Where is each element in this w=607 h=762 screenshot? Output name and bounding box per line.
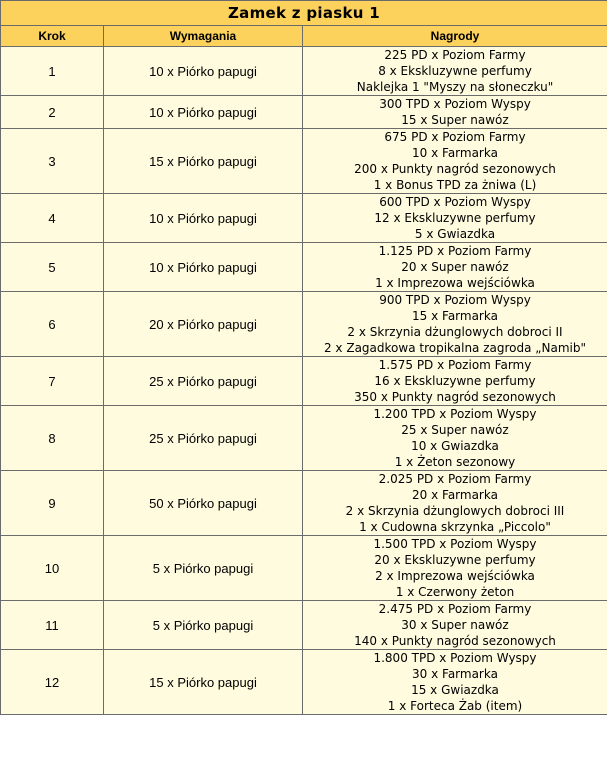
step-cell: 4: [1, 194, 104, 243]
requirement-cell: 5 x Piórko papugi: [104, 601, 303, 650]
reward-line: 2 x Imprezowa wejściówka: [375, 569, 535, 583]
reward-line: 20 x Ekskluzywne perfumy: [374, 553, 536, 567]
table-title: Zamek z piasku 1: [1, 1, 607, 26]
reward-line: 1 x Czerwony żeton: [395, 585, 515, 599]
rewards-cell: [303, 243, 607, 292]
step-cell: 7: [1, 357, 104, 406]
rewards-cell: [303, 650, 607, 715]
requirement-cell: 5 x Piórko papugi: [104, 536, 303, 601]
reward-line: 600 TPD x Poziom Wyspy: [379, 195, 531, 209]
table-row: [1, 471, 607, 536]
reward-line: 1 x Cudowna skrzynka „Piccolo": [359, 520, 551, 534]
table-row: [1, 96, 607, 129]
reward-line: 30 x Farmarka: [412, 667, 498, 681]
reward-line: 10 x Gwiazdka: [411, 439, 499, 453]
step-cell: 11: [1, 601, 104, 650]
reward-line: 30 x Super nawóz: [401, 618, 509, 632]
table-row: [1, 47, 607, 96]
reward-line: 2 x Zagadkowa tropikalna zagroda „Namib": [323, 341, 586, 355]
rewards-cell: [303, 357, 607, 406]
requirement-cell: 25 x Piórko papugi: [104, 357, 303, 406]
reward-line: Naklejka 1 "Myszy na słoneczku": [356, 80, 554, 94]
requirement-cell: 50 x Piórko papugi: [104, 471, 303, 536]
reward-line: 1.800 TPD x Poziom Wyspy: [373, 651, 537, 665]
reward-line: 350 x Punkty nagród sezonowych: [354, 390, 556, 404]
reward-line: 5 x Gwiazdka: [414, 227, 496, 241]
reward-line: 20 x Farmarka: [412, 488, 498, 502]
requirement-cell: 10 x Piórko papugi: [104, 194, 303, 243]
reward-line: 25 x Super nawóz: [401, 423, 509, 437]
table-row: [1, 292, 607, 357]
rewards-cell: [303, 96, 607, 129]
reward-line: 675 PD x Poziom Farmy: [384, 130, 526, 144]
header-row: [1, 26, 607, 47]
requirement-cell: 15 x Piórko papugi: [104, 650, 303, 715]
table-row: [1, 406, 607, 471]
reward-line: 2 x Skrzynia dżunglowych dobroci II: [347, 325, 563, 339]
table-body: [1, 47, 607, 715]
rewards-cell: [303, 406, 607, 471]
table-row: [1, 243, 607, 292]
rewards-cell: [303, 601, 607, 650]
rewards-cell: [303, 47, 607, 96]
step-cell: 2: [1, 96, 104, 129]
reward-line: 20 x Super nawóz: [401, 260, 509, 274]
step-cell: 1: [1, 47, 104, 96]
column-header-rewards: Nagrody: [303, 26, 607, 47]
reward-line: 16 x Ekskluzywne perfumy: [374, 374, 536, 388]
column-header-step: Krok: [1, 26, 104, 47]
step-cell: 10: [1, 536, 104, 601]
column-header-requirements: Wymagania: [104, 26, 303, 47]
reward-line: 1.500 TPD x Poziom Wyspy: [373, 537, 537, 551]
requirement-cell: 10 x Piórko papugi: [104, 96, 303, 129]
step-cell: 9: [1, 471, 104, 536]
table-row: [1, 357, 607, 406]
step-cell: 12: [1, 650, 104, 715]
reward-line: 140 x Punkty nagród sezonowych: [354, 634, 556, 648]
reward-line: 2 x Skrzynia dżunglowych dobroci III: [345, 504, 565, 518]
requirement-cell: 10 x Piórko papugi: [104, 47, 303, 96]
reward-line: 1.125 PD x Poziom Farmy: [378, 244, 532, 258]
reward-line: 900 TPD x Poziom Wyspy: [379, 293, 531, 307]
reward-line: 1.200 TPD x Poziom Wyspy: [373, 407, 537, 421]
reward-line: 300 TPD x Poziom Wyspy: [379, 97, 531, 111]
step-cell: 5: [1, 243, 104, 292]
table-row: [1, 536, 607, 601]
reward-line: 8 x Ekskluzywne perfumy: [378, 64, 532, 78]
title-row: [1, 1, 607, 26]
reward-line: 12 x Ekskluzywne perfumy: [374, 211, 536, 225]
table-row: [1, 650, 607, 715]
reward-line: 2.475 PD x Poziom Farmy: [378, 602, 532, 616]
rewards-cell: [303, 536, 607, 601]
rewards-cell: [303, 194, 607, 243]
step-cell: 8: [1, 406, 104, 471]
reward-line: 1 x Bonus TPD za żniwa (L): [373, 178, 537, 192]
reward-line: 2.025 PD x Poziom Farmy: [378, 472, 532, 486]
reward-line: 15 x Super nawóz: [401, 113, 509, 127]
table-row: [1, 194, 607, 243]
reward-line: 200 x Punkty nagród sezonowych: [354, 162, 556, 176]
table-row: [1, 601, 607, 650]
requirement-cell: 20 x Piórko papugi: [104, 292, 303, 357]
reward-line: 1 x Imprezowa wejściówka: [375, 276, 535, 290]
step-cell: 6: [1, 292, 104, 357]
table-row: [1, 129, 607, 194]
step-cell: 3: [1, 129, 104, 194]
rewards-cell: [303, 292, 607, 357]
reward-line: 1 x Żeton sezonowy: [394, 455, 516, 469]
reward-line: 225 PD x Poziom Farmy: [384, 48, 526, 62]
reward-line: 1 x Forteca Żab (item): [387, 699, 523, 713]
reward-line: 15 x Gwiazdka: [411, 683, 499, 697]
requirement-cell: 25 x Piórko papugi: [104, 406, 303, 471]
reward-line: 1.575 PD x Poziom Farmy: [378, 358, 532, 372]
requirement-cell: 15 x Piórko papugi: [104, 129, 303, 194]
rewards-cell: [303, 471, 607, 536]
rewards-cell: [303, 129, 607, 194]
reward-line: 15 x Farmarka: [412, 309, 498, 323]
requirement-cell: 10 x Piórko papugi: [104, 243, 303, 292]
reward-line: 10 x Farmarka: [412, 146, 498, 160]
